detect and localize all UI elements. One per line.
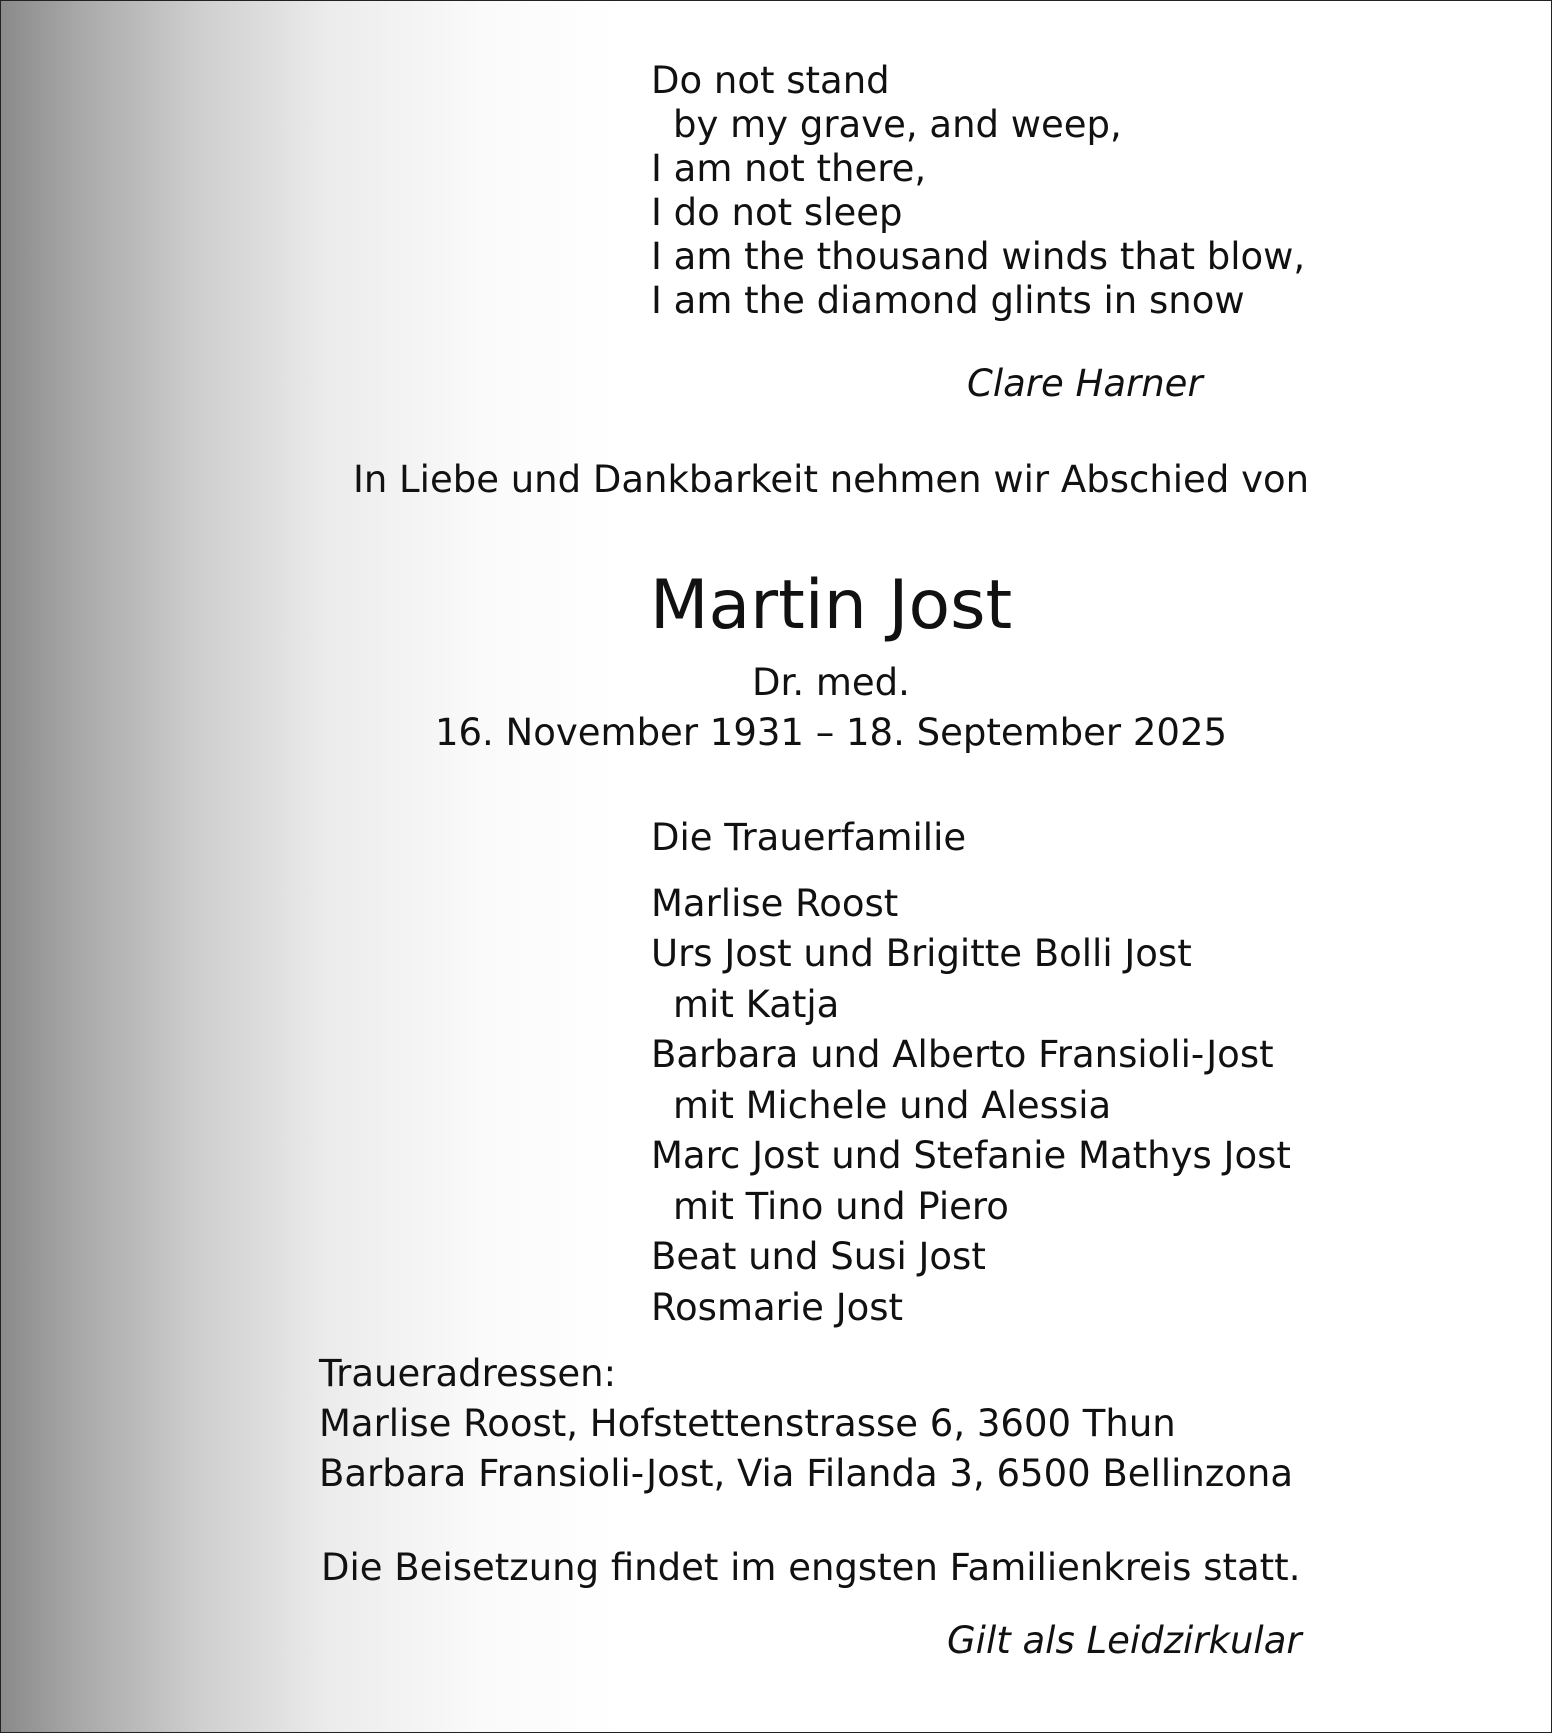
address-line: Barbara Fransioli-Jost, Via Filanda 3, 6500 Bellinzona xyxy=(319,1452,1294,1495)
family-member: mit Tino und Piero xyxy=(673,1184,1009,1228)
poem-line: I am the diamond glints in snow xyxy=(651,279,1245,322)
poem-line: I am the thousand winds that blow, xyxy=(651,235,1306,278)
poem-line: by my grave, and weep, xyxy=(673,103,1122,146)
mourning-family xyxy=(651,813,1291,1333)
family-member: Marlise Roost xyxy=(651,881,899,925)
family-heading: Die Trauerfamilie xyxy=(651,816,967,859)
poem-line: Do not stand xyxy=(651,59,890,102)
family-member: Marc Jost und Stefanie Mathys Jost xyxy=(651,1134,1291,1177)
poem-author: Clare Harner xyxy=(967,362,1203,405)
addresses-heading: Traueradressen: xyxy=(319,1352,617,1395)
deceased-name: Martin Jost xyxy=(649,566,1013,645)
poem xyxy=(651,59,1305,323)
address-line: Marlise Roost, Hofstettenstrasse 6, 3600 Thun xyxy=(319,1402,1176,1445)
life-dates: 16. November 1931 – 18. September 2025 xyxy=(434,711,1228,754)
poem-line: I am not there, xyxy=(651,147,927,190)
deceased-title: Dr. med. xyxy=(752,661,910,704)
signoff: Gilt als Leidzirkular xyxy=(947,1619,1302,1662)
family-member: mit Katja xyxy=(673,982,840,1026)
family-member: Rosmarie Jost xyxy=(651,1285,904,1329)
family-member: mit Michele und Alessia xyxy=(673,1083,1112,1127)
condolence-addresses xyxy=(319,1349,1293,1499)
farewell-intro: In Liebe und Dankbarkeit nehmen wir Abschied von xyxy=(352,458,1310,501)
poem-line: I do not sleep xyxy=(651,191,903,234)
family-member: Barbara und Alberto Fransioli-Jost xyxy=(651,1033,1274,1076)
family-member: Beat und Susi Jost xyxy=(651,1235,986,1278)
burial-note: Die Beisetzung findet im engsten Familienkreis statt. xyxy=(321,1546,1301,1589)
family-member: Urs Jost und Brigitte Bolli Jost xyxy=(651,932,1192,975)
